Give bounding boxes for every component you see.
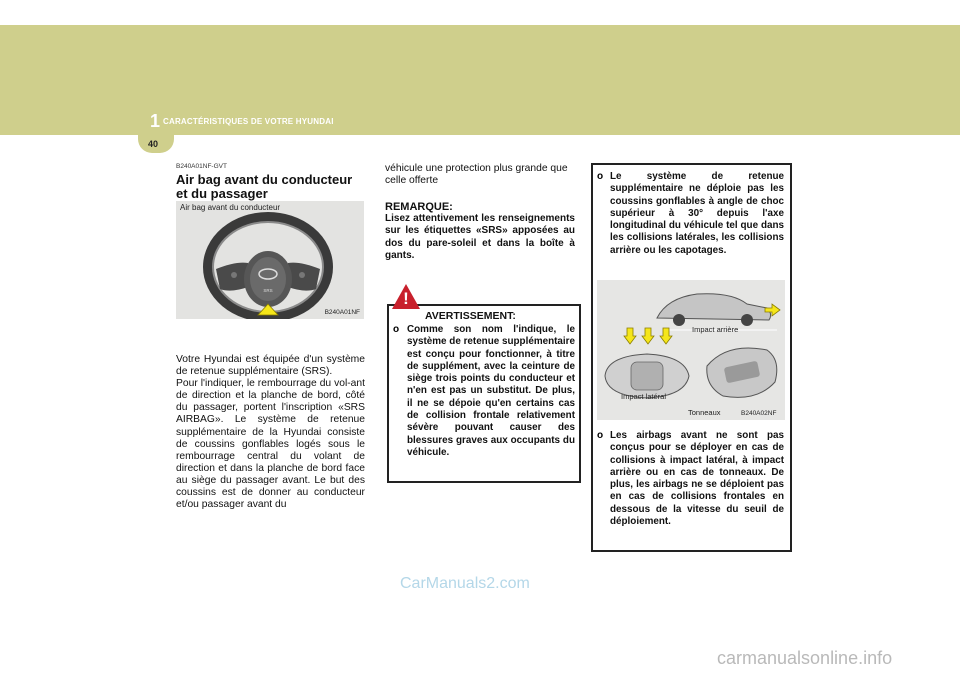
footer-site: carmanualsonline.info <box>717 648 893 668</box>
continued-text: véhicule une protection plus grande que celle offerte <box>385 163 568 187</box>
header-band <box>0 25 960 135</box>
chapter-number: 1 <box>150 111 161 131</box>
section-code: B240A01NF-GVT <box>176 163 227 170</box>
warning-title: AVERTISSEMENT: <box>425 310 516 322</box>
label-rear-impact: Impact arrière <box>692 325 739 334</box>
steering-wheel-illustration <box>176 201 364 319</box>
warning-text: Comme son nom l'indique, le système de retenue supplémentaire est conçu pour fonctionner, à titre de supplément, avec la ceinture de siège trois points du conducteur et n'en est pas un substitut. De plus, il ne se dépoie qu'en certains cas de collision frontale relativement sévère pouvant causer des blessures graves aux occupants du véhicule. <box>407 324 575 458</box>
bullet1-mark: o <box>597 171 604 182</box>
left-column <box>176 163 365 201</box>
impact-figure-code: B240A02NF <box>741 410 777 417</box>
section-heading: Air bag avant du conducteur et du passager <box>176 172 353 201</box>
exclamation-icon: ! <box>403 289 409 308</box>
label-side-impact: Impact latéral <box>621 392 667 401</box>
bullet1-text: Le système de retenue supplémentaire ne déploie pas les coussins gonflables à angle de choc supérieur à 30° depuis l'axe longitudinal du véhicule tel que dans les collisions latérales, les collisions arrière ou les capotages. <box>610 171 784 256</box>
wheel-srs-badge: SRS <box>263 288 273 293</box>
figure-code: B240A01NF <box>324 309 360 316</box>
bullet2-mark: o <box>597 430 604 441</box>
middle-column <box>385 163 575 262</box>
warning-bullet: o <box>393 324 400 335</box>
label-rollover: Tonneaux <box>688 408 721 417</box>
steering-wheel-figure <box>176 201 364 319</box>
remark-text: Lisez attentivement les renseignements sur les étiquettes «SRS» apposées au dos du pare-soleil et dans la boîte à gants. <box>385 213 575 261</box>
chapter-title: CARACTÉRISTIQUES DE VOTRE HYUNDAI <box>163 117 334 126</box>
watermark: CarManuals2.com <box>400 575 530 592</box>
page-number: 40 <box>148 139 159 149</box>
impact-figure <box>597 280 785 420</box>
body-text-col1: Votre Hyundai est équipée d'un système de retenue supplémentaire (SRS). Pour l'indiquer, le rembourrage du vol-ant de direction et la planche de bord, côté du passager, portent l'inscription «SRS AIRBAG». Le système de retenue supplémentaire de la Hyundai consiste de coussins gonflables logés sous le rembourrage central du volant de direction et dans la planche de bord face au siège du passager avant. Le but des coussins est de donner au conducteur et/ou passager avant du <box>176 354 365 511</box>
bullet2-text: Les airbags avant ne sont pas conçus pour se déployer en cas de collisions à impact latéral, à impact arrière ou en cas de tonneaux. De plus, les airbags ne se déploient pas en cas de collisions frontales en dessous de la vitesse du seuil de déploiement. <box>610 430 784 528</box>
side-arrows-icon <box>624 328 672 344</box>
remark-title: REMARQUE: <box>385 201 453 214</box>
figure-caption: Air bag avant du conducteur <box>180 203 281 212</box>
